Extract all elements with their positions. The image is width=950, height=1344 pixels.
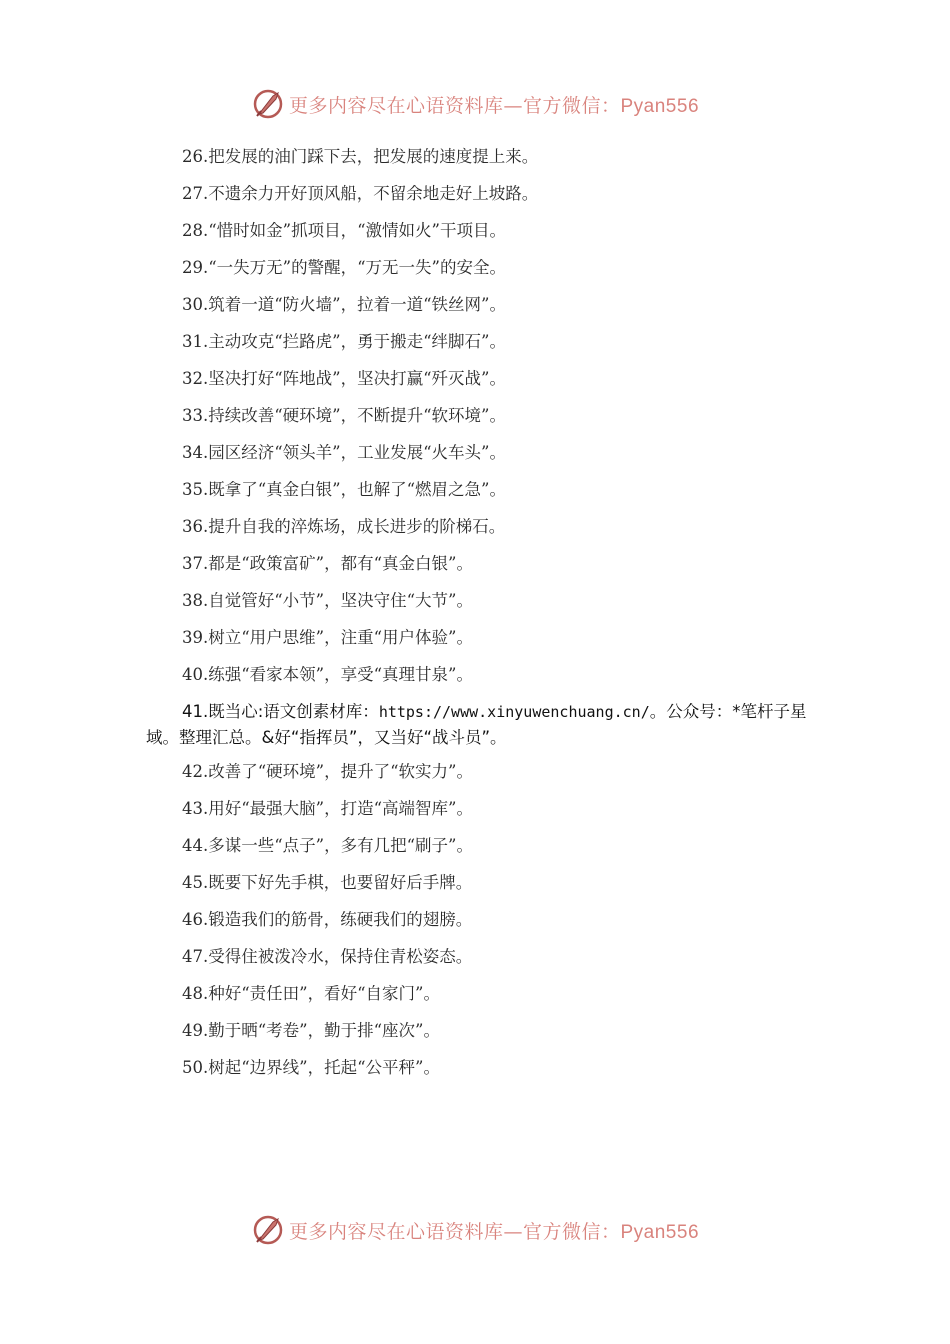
list-item: 49.勤于晒“考卷”，勤于排“座次”。 — [182, 1021, 440, 1040]
special-prefix: 41.既当心:语文创素材库： — [182, 702, 379, 721]
list-item: 33.持续改善“硬环境”，不断提升“软环境”。 — [182, 406, 506, 425]
special-suffix: 。公众号：*笔杆子星域。整理汇总。&好“指挥员”，又当好“战斗员”。 — [146, 702, 807, 747]
list-item: 29.“一失万无”的警醒，“万无一失”的安全。 — [182, 258, 506, 277]
list-item: 31.主动攻克“拦路虎”，勇于搬走“绊脚石”。 — [182, 332, 506, 351]
banner-handle: Pyan556 — [620, 95, 700, 117]
list-item: 30.筑着一道“防火墙”，拉着一道“铁丝网”。 — [182, 295, 506, 314]
list-item-special — [146, 699, 826, 751]
list-item: 34.园区经济“领头羊”，工业发展“火车头”。 — [182, 443, 506, 462]
list-item: 42.改善了“硬环境”，提升了“软实力”。 — [182, 762, 473, 781]
list-item: 26.把发展的油门踩下去，把发展的速度提上来。 — [182, 147, 539, 166]
list-item: 32.坚决打好“阵地战”，坚决打赢“歼灭战”。 — [182, 369, 506, 388]
source-url-link[interactable]: https://www.xinyuwenchuang.cn/ — [378, 703, 650, 721]
list-item: 46.锻造我们的筋骨，练硬我们的翅膀。 — [182, 910, 473, 929]
banner-main-text: 更多内容尽在心语资料库—官方微信： — [288, 94, 621, 117]
banner-main-text: 更多内容尽在心语资料库—官方微信： — [288, 1220, 621, 1243]
list-item: 50.树起“边界线”，托起“公平秤”。 — [182, 1058, 440, 1077]
banner-handle: Pyan556 — [620, 1221, 700, 1243]
quill-logo-icon — [251, 87, 285, 121]
banner-text — [289, 91, 699, 118]
list-item: 37.都是“政策富矿”，都有“真金白银”。 — [182, 554, 473, 573]
list-item: 38.自觉管好“小节”，坚决守住“大节”。 — [182, 591, 473, 610]
quill-logo-icon — [251, 1213, 285, 1247]
list-item: 44.多谋一些“点子”，多有几把“刷子”。 — [182, 836, 473, 855]
banner-text — [289, 1217, 699, 1244]
header-banner — [0, 84, 950, 124]
list-item: 43.用好“最强大脑”，打造“高端智库”。 — [182, 799, 473, 818]
list-item: 47.受得住被泼冷水，保持住青松姿态。 — [182, 947, 473, 966]
list-item: 28.“惜时如金”抓项目，“激情如火”干项目。 — [182, 221, 506, 240]
list-item: 48.种好“责任田”，看好“自家门”。 — [182, 984, 440, 1003]
list-item: 36.提升自我的淬炼场，成长进步的阶梯石。 — [182, 517, 506, 536]
list-item: 27.不遗余力开好顶风船，不留余地走好上坡路。 — [182, 184, 539, 203]
list-item: 39.树立“用户思维”，注重“用户体验”。 — [182, 628, 473, 647]
footer-banner — [0, 1210, 950, 1250]
list-item: 45.既要下好先手棋，也要留好后手牌。 — [182, 873, 473, 892]
list-item: 40.练强“看家本领”，享受“真理甘泉”。 — [182, 665, 473, 684]
list-item: 35.既拿了“真金白银”，也解了“燃眉之急”。 — [182, 480, 506, 499]
